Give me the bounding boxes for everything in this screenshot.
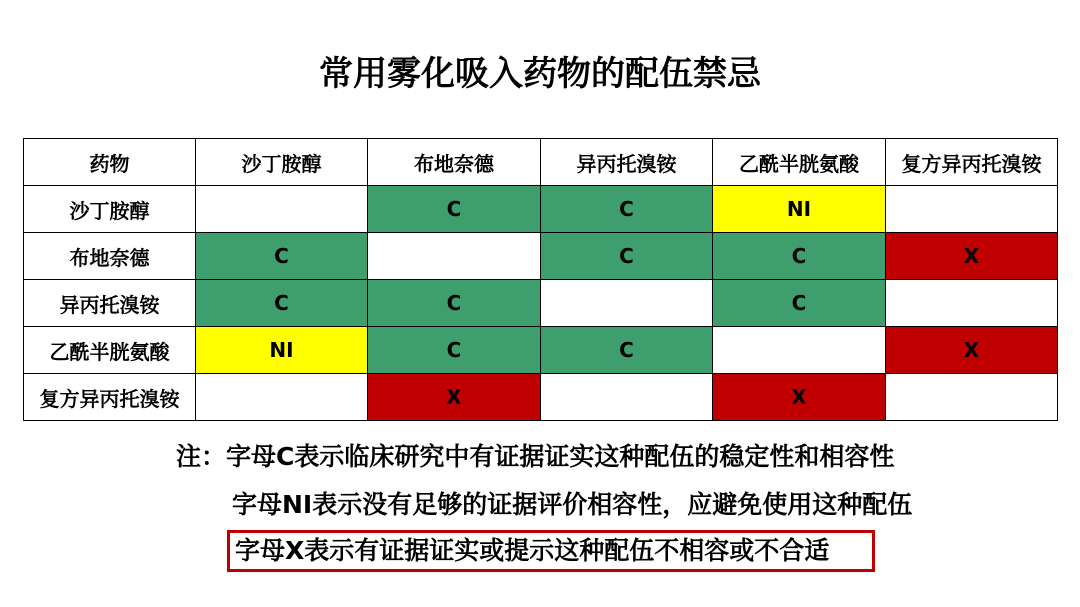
table-row	[24, 280, 1058, 327]
note-line-ni: 字母NI表示没有足够的证据评价相容性，应避免使用这种配伍	[232, 490, 913, 519]
table-row	[24, 327, 1058, 374]
row-header: 异丙托溴铵	[24, 280, 196, 327]
compatibility-cell	[196, 186, 368, 233]
table-row	[24, 186, 1058, 233]
compatibility-cell: X	[886, 327, 1058, 374]
compatibility-cell: X	[368, 374, 541, 421]
table-row	[24, 233, 1058, 280]
table-row	[24, 374, 1058, 421]
compatibility-cell: NI	[196, 327, 368, 374]
compatibility-cell	[541, 280, 713, 327]
table-body	[24, 186, 1058, 421]
compatibility-cell: C	[541, 233, 713, 280]
compatibility-cell	[541, 374, 713, 421]
column-header: 乙酰半胱氨酸	[713, 139, 886, 186]
column-header: 沙丁胺醇	[196, 139, 368, 186]
compatibility-cell: C	[713, 233, 886, 280]
compatibility-cell: NI	[713, 186, 886, 233]
compatibility-cell	[196, 374, 368, 421]
compatibility-cell: C	[541, 327, 713, 374]
table-header-row	[24, 139, 1058, 186]
compatibility-cell	[886, 374, 1058, 421]
compatibility-cell: C	[713, 280, 886, 327]
column-header: 复方异丙托溴铵	[886, 139, 1058, 186]
row-header: 复方异丙托溴铵	[24, 374, 196, 421]
compatibility-cell: C	[368, 280, 541, 327]
note-line-x: 字母X表示有证据证实或提示这种配伍不相容或不合适	[235, 536, 830, 565]
column-header: 异丙托溴铵	[541, 139, 713, 186]
compatibility-cell	[886, 280, 1058, 327]
compatibility-cell: C	[368, 327, 541, 374]
compatibility-cell: C	[196, 280, 368, 327]
compatibility-cell: C	[541, 186, 713, 233]
compatibility-cell	[886, 186, 1058, 233]
row-header: 布地奈德	[24, 233, 196, 280]
compatibility-table	[23, 138, 1058, 421]
page-title: 常用雾化吸入药物的配伍禁忌	[319, 54, 761, 94]
compatibility-cell	[713, 327, 886, 374]
compatibility-cell: X	[713, 374, 886, 421]
compatibility-cell: C	[368, 186, 541, 233]
corner-header: 药物	[24, 139, 196, 186]
compatibility-cell	[368, 233, 541, 280]
compatibility-cell: X	[886, 233, 1058, 280]
column-header: 布地奈德	[368, 139, 541, 186]
row-header: 乙酰半胱氨酸	[24, 327, 196, 374]
row-header: 沙丁胺醇	[24, 186, 196, 233]
note-line-c: 注：字母C表示临床研究中有证据证实这种配伍的稳定性和相容性	[176, 442, 895, 471]
compatibility-cell: C	[196, 233, 368, 280]
